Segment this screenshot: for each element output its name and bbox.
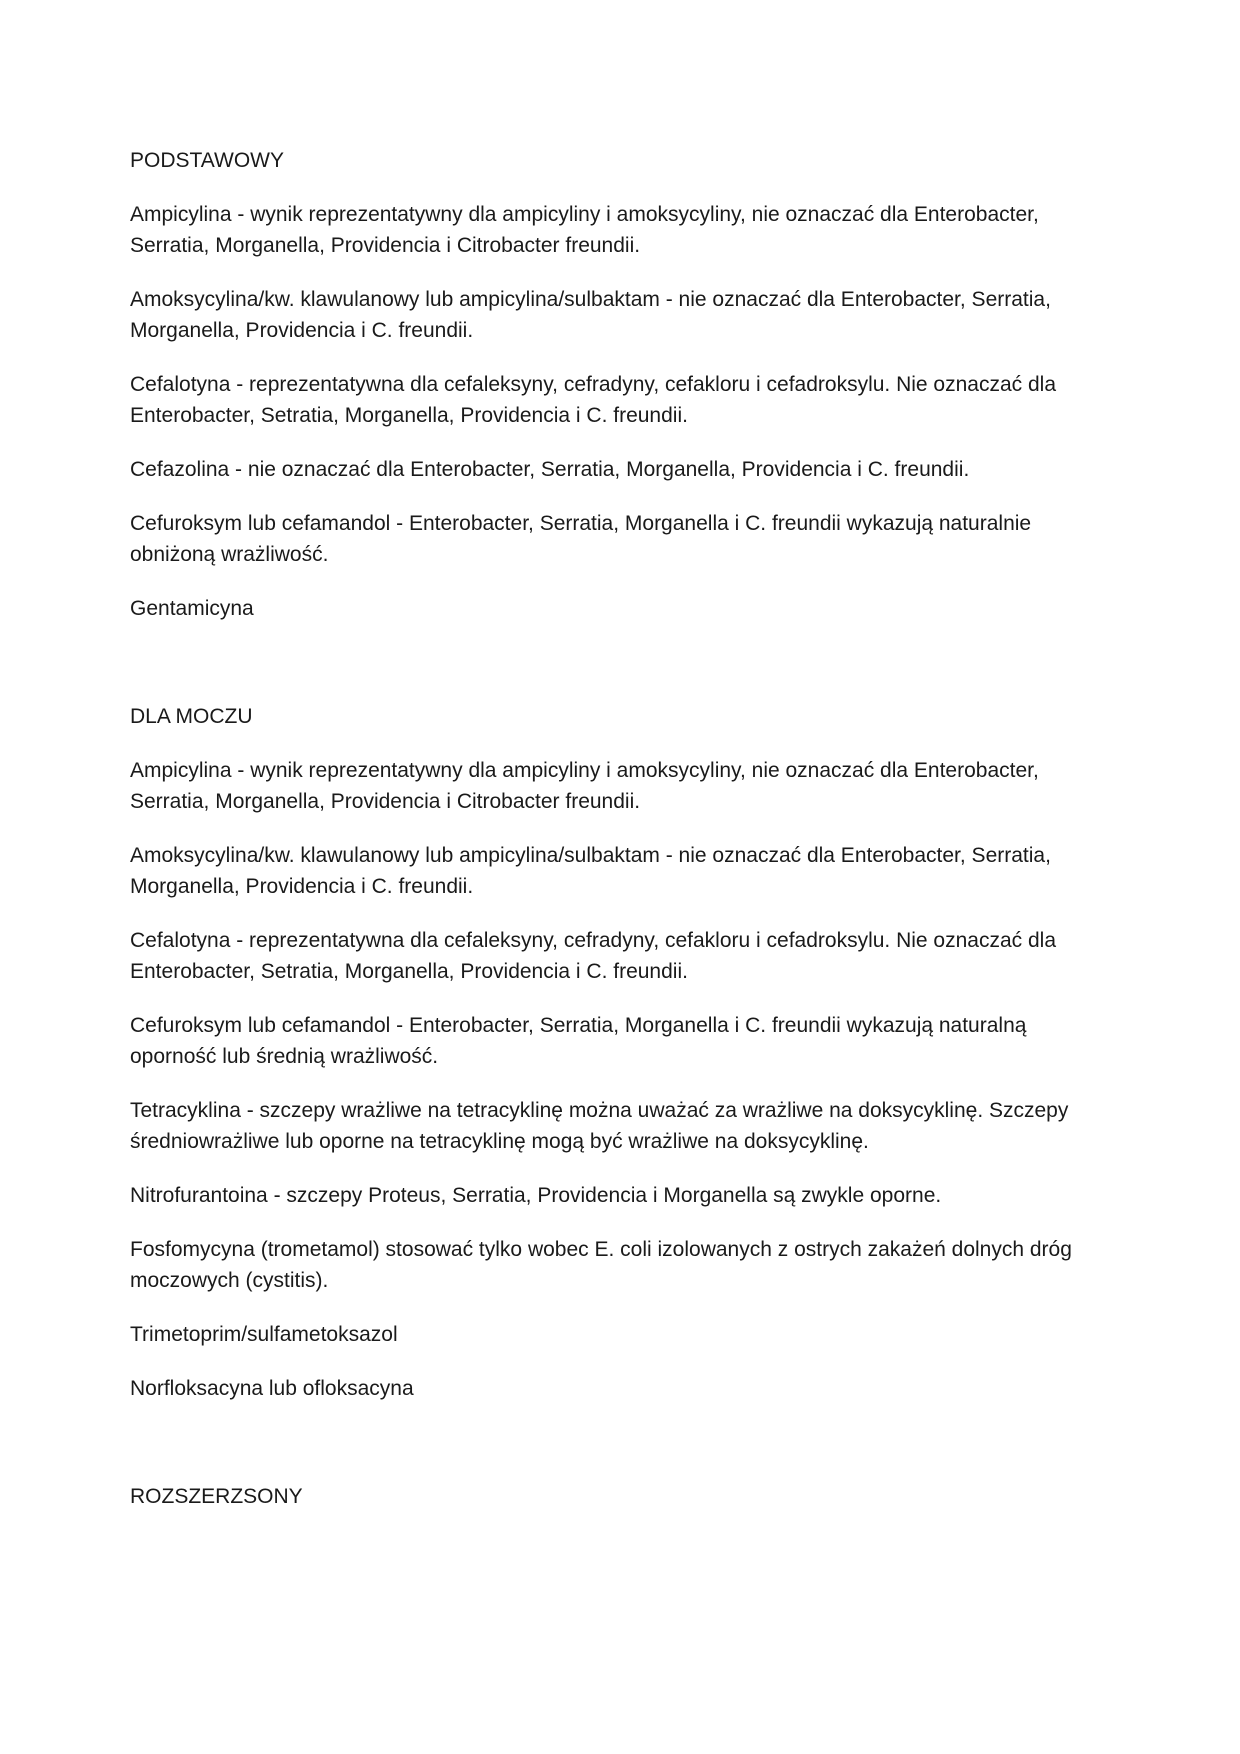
section-podstawowy bbox=[130, 145, 1145, 624]
section-heading-rozszerzsony: ROZSZERZSONY bbox=[130, 1485, 303, 1508]
paragraph-fosfomycyna bbox=[130, 1234, 1145, 1296]
text-line: Morganella, Providencia i C. freundii. bbox=[130, 319, 474, 342]
text-line: Cefalotyna - reprezentatywna dla cefaleksyny, cefradyny, cefakloru i cefadroksylu. Nie oznaczać dla bbox=[130, 929, 1057, 952]
paragraph-amoksycylina bbox=[130, 840, 1145, 902]
paragraph-tetracyklina bbox=[130, 1095, 1145, 1157]
text-line: Trimetoprim/sulfametoksazol bbox=[130, 1323, 398, 1346]
text-line: Enterobacter, Setratia, Morganella, Providencia i C. freundii. bbox=[130, 960, 688, 983]
paragraph-amoksycylina bbox=[130, 284, 1145, 346]
text-line: Ampicylina - wynik reprezentatywny dla ampicyliny i amoksycyliny, nie oznaczać dla Enterobacter, bbox=[130, 203, 1039, 226]
paragraph-ampicylina bbox=[130, 755, 1145, 817]
blank-paragraph bbox=[130, 647, 1145, 701]
text-line: Cefalotyna - reprezentatywna dla cefaleksyny, cefradyny, cefakloru i cefadroksylu. Nie oznaczać dla bbox=[130, 373, 1057, 396]
text-line: Cefazolina - nie oznaczać dla Enterobacter, Serratia, Morganella, Providencia i C. freundii. bbox=[130, 458, 970, 481]
paragraph-cefalotyna bbox=[130, 925, 1145, 987]
text-line: Cefuroksym lub cefamandol - Enterobacter, Serratia, Morganella i C. freundii wykazują naturalną bbox=[130, 1014, 1027, 1037]
text-line: Gentamicyna bbox=[130, 597, 254, 620]
text-line: Norfloksacyna lub ofloksacyna bbox=[130, 1377, 414, 1400]
text-line: Ampicylina - wynik reprezentatywny dla ampicyliny i amoksycyliny, nie oznaczać dla Enterobacter, bbox=[130, 759, 1039, 782]
section-heading-dla-moczu: DLA MOCZU bbox=[130, 705, 253, 728]
text-line: Serratia, Morganella, Providencia i Citrobacter freundii. bbox=[130, 234, 641, 257]
text-line: Enterobacter, Setratia, Morganella, Providencia i C. freundii. bbox=[130, 404, 688, 427]
text-line: obniżoną wrażliwość. bbox=[130, 543, 329, 566]
paragraph-cefuroksym bbox=[130, 508, 1145, 570]
text-line: Cefuroksym lub cefamandol - Enterobacter, Serratia, Morganella i C. freundii wykazują naturalnie bbox=[130, 512, 1032, 535]
text-line: Fosfomycyna (trometamol) stosować tylko wobec E. coli izolowanych z ostrych zakażeń dolnych dróg bbox=[130, 1238, 1072, 1261]
section-heading-podstawowy: PODSTAWOWY bbox=[130, 149, 284, 172]
text-line: oporność lub średnią wrażliwość. bbox=[130, 1045, 439, 1068]
section-dla-moczu bbox=[130, 701, 1145, 1404]
text-line: Amoksycylina/kw. klawulanowy lub ampicylina/sulbaktam - nie oznaczać dla Enterobacter, Serratia, bbox=[130, 844, 1051, 867]
paragraph-cefuroksym bbox=[130, 1010, 1145, 1072]
text-line: średniowrażliwe lub oporne na tetracyklinę mogą być wrażliwe na doksycyklinę. bbox=[130, 1130, 869, 1153]
paragraph-ampicylina bbox=[130, 199, 1145, 261]
paragraph-cefazolina bbox=[130, 454, 1145, 485]
text-line: Amoksycylina/kw. klawulanowy lub ampicylina/sulbaktam - nie oznaczać dla Enterobacter, Serratia, bbox=[130, 288, 1051, 311]
blank-paragraph bbox=[130, 1427, 1145, 1481]
text-line: moczowych (cystitis). bbox=[130, 1269, 329, 1292]
paragraph-nitrofurantoina bbox=[130, 1180, 1145, 1211]
paragraph-norfloksacyna bbox=[130, 1373, 1145, 1404]
text-line: Serratia, Morganella, Providencia i Citrobacter freundii. bbox=[130, 790, 641, 813]
text-line: Nitrofurantoina - szczepy Proteus, Serratia, Providencia i Morganella są zwykle oporne. bbox=[130, 1184, 942, 1207]
paragraph-trimetoprim bbox=[130, 1319, 1145, 1350]
text-line: Tetracyklina - szczepy wrażliwe na tetracyklinę można uważać za wrażliwe na doksycyklinę. Szczepy bbox=[130, 1099, 1069, 1122]
paragraph-cefalotyna bbox=[130, 369, 1145, 431]
paragraph-gentamicyna bbox=[130, 593, 1145, 624]
section-rozszerzsony bbox=[130, 1481, 1145, 1512]
text-line: Morganella, Providencia i C. freundii. bbox=[130, 875, 474, 898]
